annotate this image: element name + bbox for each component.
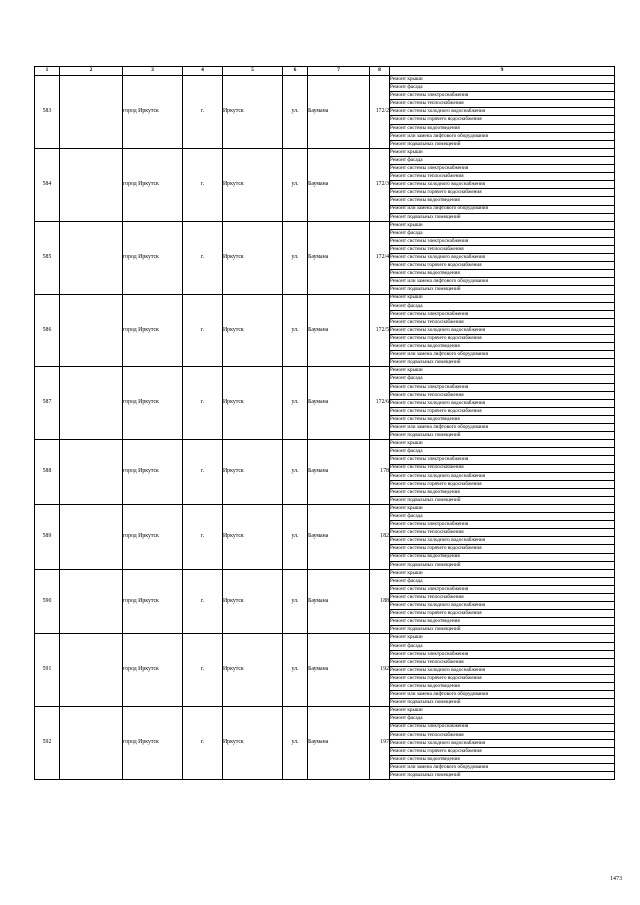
work-type-cell: Ремонт фасада (390, 577, 615, 585)
street-name-cell: Баумана (308, 148, 370, 221)
street-name-cell: Баумана (308, 294, 370, 367)
municipality-cell: город Иркутск (123, 569, 183, 634)
table-row (35, 634, 615, 642)
house-number-cell: 178 (370, 440, 390, 505)
work-type-cell: Ремонт фасада (390, 513, 615, 521)
work-type-cell: Ремонт системы холодного водоснабжения (390, 666, 615, 674)
work-type-cell: Ремонт или замена лифтового оборудования (390, 424, 615, 432)
street-type-cell: ул. (283, 367, 308, 440)
locality-type-cell: г. (183, 569, 223, 634)
work-type-cell: Ремонт системы горячего водоснабжения (390, 335, 615, 343)
municipality-cell: город Иркутск (123, 221, 183, 294)
work-type-cell: Ремонт системы холодного водоснабжения (390, 602, 615, 610)
work-type-cell: Ремонт системы теплоснабжения (390, 731, 615, 739)
municipality-cell: город Иркутск (123, 294, 183, 367)
locality-type-cell: г. (183, 440, 223, 505)
work-type-cell: Ремонт подвальных помещений (390, 359, 615, 367)
work-type-cell: Ремонт крыши (390, 294, 615, 302)
record-number: 589 (35, 504, 60, 569)
work-type-cell: Ремонт подвальных помещений (390, 699, 615, 707)
work-type-cell: Ремонт фасада (390, 156, 615, 164)
street-name-cell: Баумана (308, 504, 370, 569)
work-type-cell: Ремонт системы водоотведения (390, 683, 615, 691)
empty-cell (60, 569, 123, 634)
page-number: 1473 (610, 876, 622, 882)
record-number: 583 (35, 76, 60, 149)
street-type-cell: ул. (283, 569, 308, 634)
work-type-cell: Ремонт системы теплоснабжения (390, 594, 615, 602)
work-type-cell: Ремонт системы горячего водоснабжения (390, 116, 615, 124)
house-number-cell: 192 (370, 634, 390, 707)
work-type-cell: Ремонт системы водоотведения (390, 618, 615, 626)
street-name-cell: Баумана (308, 707, 370, 780)
work-type-cell: Ремонт крыши (390, 504, 615, 512)
work-type-cell: Ремонт системы холодного водоснабжения (390, 739, 615, 747)
locality-type-cell: г. (183, 76, 223, 149)
house-number-cell: 188 (370, 569, 390, 634)
empty-cell (60, 440, 123, 505)
header-cell: 3 (123, 67, 183, 76)
locality-name-cell: Иркутск (223, 504, 283, 569)
empty-cell (60, 504, 123, 569)
table-row (35, 504, 615, 512)
work-type-cell: Ремонт системы водоотведения (390, 553, 615, 561)
municipality-cell: город Иркутск (123, 504, 183, 569)
work-type-cell: Ремонт системы теплоснабжения (390, 100, 615, 108)
work-type-cell: Ремонт системы холодного водоснабжения (390, 537, 615, 545)
header-cell: 2 (60, 67, 123, 76)
municipality-cell: город Иркутск (123, 367, 183, 440)
table-row (35, 367, 615, 375)
work-type-cell: Ремонт или замена лифтового оборудования (390, 351, 615, 359)
municipality-cell: город Иркутск (123, 634, 183, 707)
work-type-cell: Ремонт системы водоотведения (390, 488, 615, 496)
work-type-cell: Ремонт системы электроснабжения (390, 723, 615, 731)
house-number-cell: 172/4 (370, 221, 390, 294)
work-type-cell: Ремонт системы холодного водоснабжения (390, 108, 615, 116)
work-type-cell: Ремонт подвальных помещений (390, 772, 615, 780)
record-number: 584 (35, 148, 60, 221)
record-number: 585 (35, 221, 60, 294)
empty-cell (60, 294, 123, 367)
work-type-cell: Ремонт подвальных помещений (390, 561, 615, 569)
work-type-cell: Ремонт крыши (390, 707, 615, 715)
header-cell: 9 (390, 67, 615, 76)
work-type-cell: Ремонт фасада (390, 642, 615, 650)
work-type-cell: Ремонт или замена лифтового оборудования (390, 205, 615, 213)
house-number-cell: 172/5 (370, 294, 390, 367)
work-type-cell: Ремонт подвальных помещений (390, 496, 615, 504)
work-type-cell: Ремонт фасада (390, 715, 615, 723)
work-type-cell: Ремонт системы горячего водоснабжения (390, 610, 615, 618)
record-number: 592 (35, 707, 60, 780)
locality-name-cell: Иркутск (223, 367, 283, 440)
empty-cell (60, 634, 123, 707)
work-type-cell: Ремонт крыши (390, 569, 615, 577)
work-type-cell: Ремонт подвальных помещений (390, 213, 615, 221)
empty-cell (60, 76, 123, 149)
work-type-cell: Ремонт подвальных помещений (390, 626, 615, 634)
work-type-cell: Ремонт фасада (390, 302, 615, 310)
table-row (35, 569, 615, 577)
work-type-cell: Ремонт системы электроснабжения (390, 521, 615, 529)
work-type-cell: Ремонт системы горячего водоснабжения (390, 407, 615, 415)
locality-name-cell: Иркутск (223, 148, 283, 221)
work-type-cell: Ремонт или замена лифтового оборудования (390, 691, 615, 699)
record-number: 588 (35, 440, 60, 505)
house-number-cell: 172/3 (370, 148, 390, 221)
work-type-cell: Ремонт подвальных помещений (390, 286, 615, 294)
work-type-cell: Ремонт крыши (390, 367, 615, 375)
municipality-cell: город Иркутск (123, 148, 183, 221)
work-type-cell: Ремонт системы водоотведения (390, 124, 615, 132)
work-type-cell: Ремонт системы водоотведения (390, 270, 615, 278)
locality-type-cell: г. (183, 148, 223, 221)
record-number: 586 (35, 294, 60, 367)
table-row (35, 148, 615, 156)
work-type-cell: Ремонт системы водоотведения (390, 343, 615, 351)
work-type-cell: Ремонт крыши (390, 221, 615, 229)
locality-name-cell: Иркутск (223, 707, 283, 780)
work-type-cell: Ремонт системы электроснабжения (390, 165, 615, 173)
work-type-cell: Ремонт системы холодного водоснабжения (390, 399, 615, 407)
work-type-cell: Ремонт системы электроснабжения (390, 237, 615, 245)
header-cell: 6 (283, 67, 308, 76)
street-type-cell: ул. (283, 504, 308, 569)
header-cell: 8 (370, 67, 390, 76)
work-type-cell: Ремонт крыши (390, 148, 615, 156)
work-type-cell: Ремонт или замена лифтового оборудования (390, 132, 615, 140)
table-row (35, 294, 615, 302)
work-type-cell: Ремонт системы холодного водоснабжения (390, 472, 615, 480)
table-row (35, 440, 615, 448)
work-type-cell: Ремонт системы теплоснабжения (390, 658, 615, 666)
work-type-cell: Ремонт системы горячего водоснабжения (390, 747, 615, 755)
table-body (35, 76, 615, 780)
street-name-cell: Баумана (308, 367, 370, 440)
work-type-cell: Ремонт системы теплоснабжения (390, 245, 615, 253)
locality-name-cell: Иркутск (223, 221, 283, 294)
locality-name-cell: Иркутск (223, 440, 283, 505)
street-name-cell: Баумана (308, 569, 370, 634)
work-type-cell: Ремонт системы горячего водоснабжения (390, 189, 615, 197)
work-type-cell: Ремонт подвальных помещений (390, 140, 615, 148)
street-type-cell: ул. (283, 294, 308, 367)
work-type-cell: Ремонт фасада (390, 229, 615, 237)
locality-name-cell: Иркутск (223, 634, 283, 707)
record-number: 591 (35, 634, 60, 707)
street-name-cell: Баумана (308, 76, 370, 149)
work-type-cell: Ремонт системы электроснабжения (390, 92, 615, 100)
work-type-cell: Ремонт крыши (390, 440, 615, 448)
work-type-cell: Ремонт системы электроснабжения (390, 310, 615, 318)
house-number-cell: 172/2 (370, 76, 390, 149)
work-type-cell: Ремонт системы холодного водоснабжения (390, 181, 615, 189)
street-type-cell: ул. (283, 440, 308, 505)
municipality-cell: город Иркутск (123, 440, 183, 505)
work-type-cell: Ремонт системы электроснабжения (390, 383, 615, 391)
house-number-cell: 182 (370, 504, 390, 569)
work-type-cell: Ремонт системы горячего водоснабжения (390, 262, 615, 270)
work-type-cell: Ремонт системы водоотведения (390, 755, 615, 763)
record-number: 590 (35, 569, 60, 634)
street-type-cell: ул. (283, 76, 308, 149)
work-type-cell: Ремонт системы холодного водоснабжения (390, 254, 615, 262)
work-type-cell: Ремонт фасада (390, 448, 615, 456)
work-type-cell: Ремонт системы водоотведения (390, 197, 615, 205)
header-cell: 5 (223, 67, 283, 76)
work-type-cell: Ремонт крыши (390, 76, 615, 84)
street-name-cell: Баумана (308, 221, 370, 294)
work-type-cell: Ремонт системы горячего водоснабжения (390, 545, 615, 553)
empty-cell (60, 221, 123, 294)
header-cell: 4 (183, 67, 223, 76)
locality-type-cell: г. (183, 504, 223, 569)
locality-type-cell: г. (183, 221, 223, 294)
work-type-cell: Ремонт или замена лифтового оборудования (390, 763, 615, 771)
work-type-cell: Ремонт системы теплоснабжения (390, 318, 615, 326)
empty-cell (60, 148, 123, 221)
work-type-cell: Ремонт системы теплоснабжения (390, 529, 615, 537)
house-number-cell: 172/6 (370, 367, 390, 440)
header-row (35, 67, 615, 76)
locality-name-cell: Иркутск (223, 294, 283, 367)
work-type-cell: Ремонт фасада (390, 375, 615, 383)
work-type-cell: Ремонт системы теплоснабжения (390, 173, 615, 181)
work-type-cell: Ремонт системы горячего водоснабжения (390, 674, 615, 682)
table-row (35, 221, 615, 229)
record-number: 587 (35, 367, 60, 440)
street-type-cell: ул. (283, 634, 308, 707)
work-type-cell: Ремонт системы водоотведения (390, 415, 615, 423)
locality-type-cell: г. (183, 707, 223, 780)
street-name-cell: Баумана (308, 634, 370, 707)
locality-type-cell: г. (183, 367, 223, 440)
work-type-cell: Ремонт фасада (390, 84, 615, 92)
table-row (35, 76, 615, 84)
header-cell: 1 (35, 67, 60, 76)
table-row (35, 707, 615, 715)
street-type-cell: ул. (283, 221, 308, 294)
work-type-cell: Ремонт или замена лифтового оборудования (390, 278, 615, 286)
work-type-cell: Ремонт подвальных помещений (390, 432, 615, 440)
street-type-cell: ул. (283, 148, 308, 221)
locality-type-cell: г. (183, 294, 223, 367)
house-number-cell: 197 (370, 707, 390, 780)
header-cell: 7 (308, 67, 370, 76)
street-type-cell: ул. (283, 707, 308, 780)
municipality-cell: город Иркутск (123, 707, 183, 780)
work-type-cell: Ремонт системы электроснабжения (390, 650, 615, 658)
locality-name-cell: Иркутск (223, 76, 283, 149)
work-type-cell: Ремонт системы электроснабжения (390, 585, 615, 593)
work-type-cell: Ремонт системы электроснабжения (390, 456, 615, 464)
empty-cell (60, 707, 123, 780)
work-type-cell: Ремонт системы теплоснабжения (390, 391, 615, 399)
work-type-cell: Ремонт системы теплоснабжения (390, 464, 615, 472)
repair-table (34, 66, 615, 780)
work-type-cell: Ремонт системы холодного водоснабжения (390, 326, 615, 334)
street-name-cell: Баумана (308, 440, 370, 505)
locality-name-cell: Иркутск (223, 569, 283, 634)
municipality-cell: город Иркутск (123, 76, 183, 149)
empty-cell (60, 367, 123, 440)
work-type-cell: Ремонт крыши (390, 634, 615, 642)
work-type-cell: Ремонт системы горячего водоснабжения (390, 480, 615, 488)
locality-type-cell: г. (183, 634, 223, 707)
